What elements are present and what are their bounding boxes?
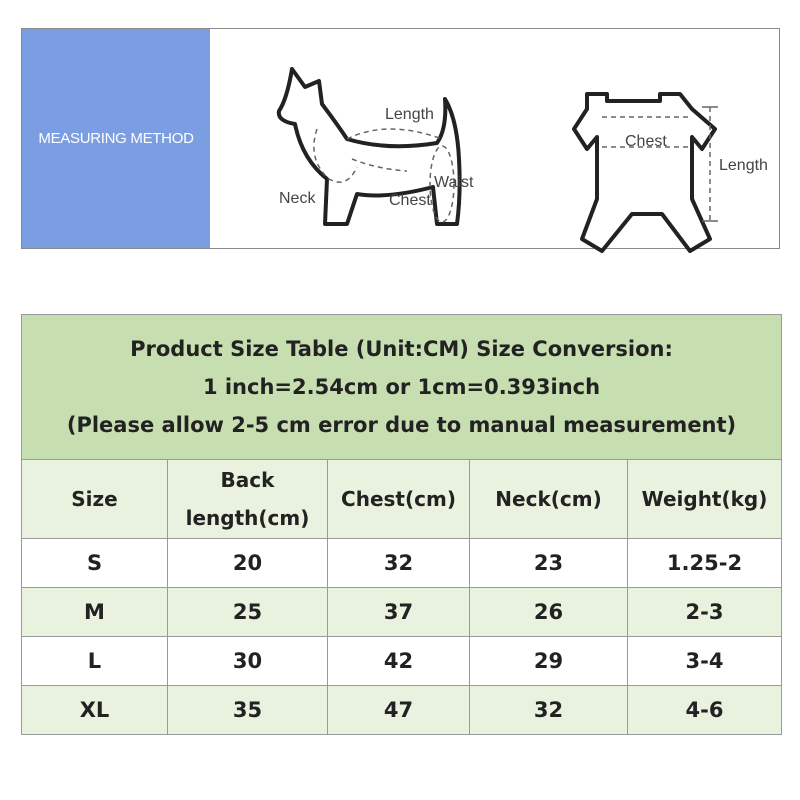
neck-cell: 26 bbox=[470, 588, 628, 637]
table-row bbox=[22, 588, 782, 637]
clothes-measurement-diagram bbox=[552, 69, 782, 259]
column-header-chest: Chest(cm) bbox=[328, 460, 470, 539]
product-size-table bbox=[21, 314, 782, 735]
column-header-weight: Weight(kg) bbox=[628, 460, 782, 539]
clothes-chest-label: Chest bbox=[625, 133, 667, 150]
size-table-title-line: 1 inch=2.54cm or 1cm=0.393inch bbox=[202, 375, 601, 399]
column-header-back-length: Back length(cm) bbox=[168, 460, 328, 539]
column-header-size: Size bbox=[22, 460, 168, 539]
neck-cell: 29 bbox=[470, 637, 628, 686]
chest-cell: 32 bbox=[328, 539, 470, 588]
size-cell: L bbox=[22, 637, 168, 686]
table-row bbox=[22, 686, 782, 735]
back-length-cell: 20 bbox=[168, 539, 328, 588]
measuring-method-panel bbox=[21, 28, 780, 249]
size-table-title-line: Product Size Table (Unit:CM) Size Conversion: bbox=[130, 337, 673, 361]
dog-neck-label: Neck bbox=[279, 190, 316, 207]
weight-cell: 1.25-2 bbox=[628, 539, 782, 588]
weight-cell: 3-4 bbox=[628, 637, 782, 686]
column-header-neck: Neck(cm) bbox=[470, 460, 628, 539]
table-header-row bbox=[22, 460, 782, 539]
dog-length-label: Length bbox=[385, 106, 434, 123]
size-cell: XL bbox=[22, 686, 168, 735]
size-cell: S bbox=[22, 539, 168, 588]
chest-cell: 47 bbox=[328, 686, 470, 735]
back-length-cell: 35 bbox=[168, 686, 328, 735]
table-row bbox=[22, 539, 782, 588]
size-table-title-line: (Please allow 2-5 cm error due to manual measurement) bbox=[66, 413, 737, 437]
clothes-silhouette bbox=[574, 94, 715, 251]
chest-cell: 42 bbox=[328, 637, 470, 686]
size-table-title bbox=[22, 315, 782, 460]
dog-measurement-diagram bbox=[247, 59, 507, 249]
dog-waist-label: Waist bbox=[434, 174, 474, 191]
chest-cell: 37 bbox=[328, 588, 470, 637]
neck-cell: 32 bbox=[470, 686, 628, 735]
back-length-cell: 25 bbox=[168, 588, 328, 637]
back-length-cell: 30 bbox=[168, 637, 328, 686]
size-cell: M bbox=[22, 588, 168, 637]
dog-chest-label: Chest bbox=[389, 192, 431, 209]
table-row bbox=[22, 637, 782, 686]
weight-cell: 4-6 bbox=[628, 686, 782, 735]
measuring-method-label: MEASURING METHOD bbox=[22, 29, 210, 248]
weight-cell: 2-3 bbox=[628, 588, 782, 637]
neck-cell: 23 bbox=[470, 539, 628, 588]
clothes-length-label: Length bbox=[719, 157, 768, 174]
